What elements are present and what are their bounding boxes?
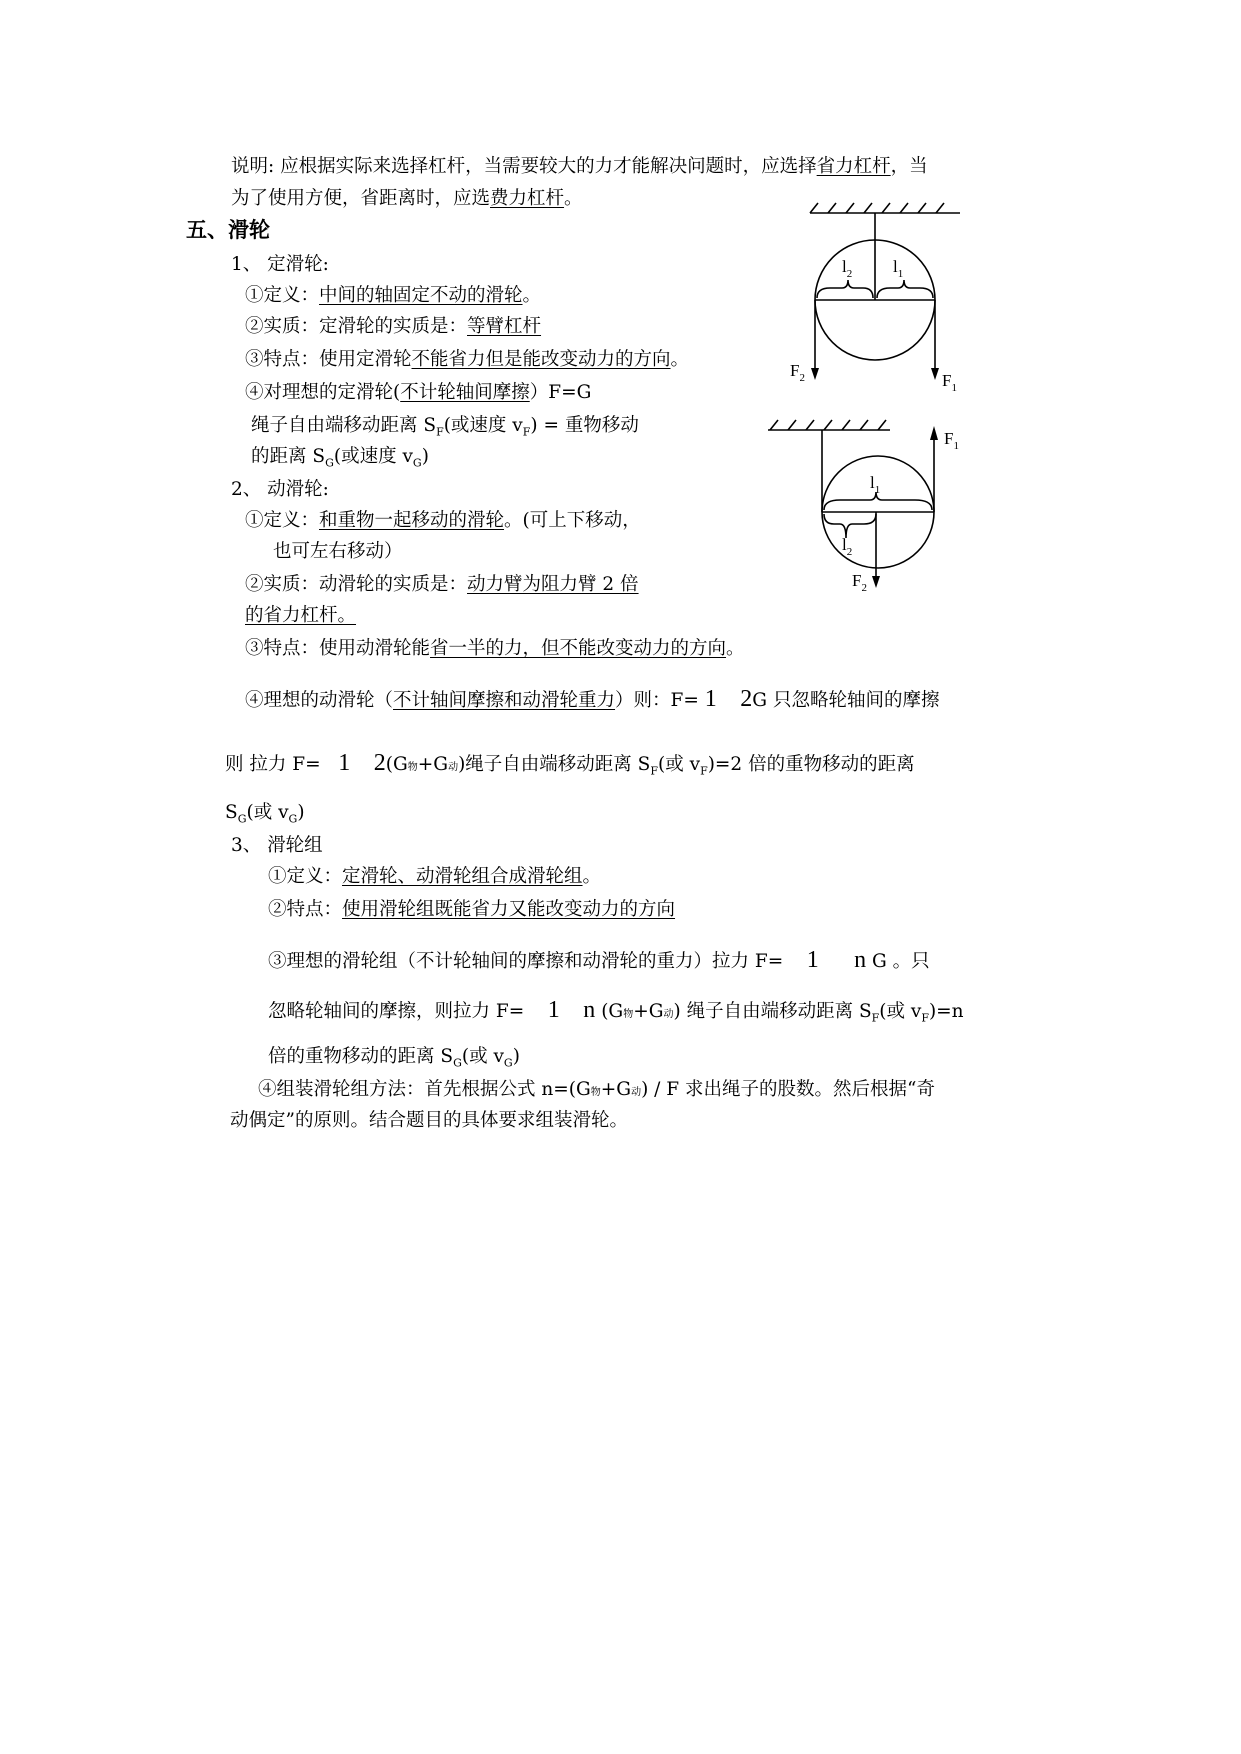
fixed-rope-line-1 xyxy=(251,413,639,446)
subscript: 物 xyxy=(623,1009,634,1020)
label: ①定义： xyxy=(245,285,320,306)
definition-value: 和重物一起移动的滑轮 xyxy=(319,510,505,531)
text: G 。只 xyxy=(871,951,930,972)
label-l1: $l_1$ xyxy=(893,257,904,280)
text: )=2 倍的重物移动的距离 xyxy=(707,754,915,775)
text: (或 v xyxy=(879,1001,922,1022)
subscript: F xyxy=(650,764,658,778)
text: +G xyxy=(417,754,449,775)
pulley-group-assembly xyxy=(258,1077,935,1106)
subscript: G xyxy=(503,1056,513,1070)
subscript: G xyxy=(288,812,298,826)
text: (或 v xyxy=(246,802,289,823)
feature-value: 不能省力但是能改变动力的方向 xyxy=(411,349,671,370)
text: ) = 重物移动 xyxy=(530,415,639,436)
pulley-group-feature xyxy=(268,897,675,923)
text: 的距离 S xyxy=(251,446,326,467)
note-text: 为了使用方便，省距离时，应选 xyxy=(231,188,491,209)
movable-sg-line xyxy=(225,800,305,833)
label-f2: $F_2$ xyxy=(790,361,805,384)
definition-value: 中间的轴固定不动的滑轮 xyxy=(319,285,523,306)
label: ①定义： xyxy=(268,866,343,887)
brace-l2 xyxy=(824,514,876,538)
note-term-lever-costing: 费力杠杆 xyxy=(490,188,565,209)
text: (G xyxy=(601,1001,624,1022)
label: ③特点：使用定滑轮 xyxy=(245,349,412,370)
subscript: 动 xyxy=(631,1087,642,1098)
pulley-group-ignore-line xyxy=(268,997,964,1032)
movable-pulley-diagram xyxy=(760,408,980,608)
essence-value: 等臂杠杆 xyxy=(467,316,542,337)
subscript: G xyxy=(412,456,422,470)
fraction-denominator: n xyxy=(583,997,596,1023)
text: 倍的重物移动的距离 S xyxy=(268,1046,454,1067)
fixed-pulley-essence xyxy=(245,314,541,340)
subscript: F xyxy=(522,425,531,439)
text: S xyxy=(225,802,238,823)
text: 。 xyxy=(582,866,602,887)
fixed-pulley-feature xyxy=(245,347,689,373)
note-text: 说明: 应根据实际来选择杠杆，当需要较大的力才能解决问题时，应选择 xyxy=(231,156,817,177)
subscript: F xyxy=(436,425,444,439)
movable-pulley-title: 2、 动滑轮: xyxy=(231,479,329,500)
label: ①定义： xyxy=(245,510,320,531)
essence-value: 动力臂为阻力臂 2 倍 xyxy=(467,574,639,595)
text: ）F=G xyxy=(529,382,592,403)
fraction-denominator: 2 xyxy=(373,750,386,776)
text: 忽略轮轴间的摩擦，则拉力 F= xyxy=(268,1001,525,1022)
arrow-f1 xyxy=(931,368,939,380)
arrow-f2 xyxy=(811,368,819,380)
fraction-denominator: n xyxy=(854,947,867,973)
text: ④理想的动滑轮（ xyxy=(245,690,394,711)
label-l2: $l_2$ xyxy=(842,257,853,280)
label: ②实质：定滑轮的实质是： xyxy=(245,316,468,337)
note-line-2 xyxy=(231,186,583,212)
text: )绳子自由端移动距离 S xyxy=(458,754,651,775)
text: 则 拉力 F= xyxy=(225,754,321,775)
note-term-lever-saving: 省力杠杆 xyxy=(816,156,891,177)
text: 绳子自由端移动距离 S xyxy=(251,415,437,436)
text: (或速度 v xyxy=(443,415,523,436)
section-title: 五、滑轮 xyxy=(186,217,270,242)
text: ) 绳子自由端移动距离 S xyxy=(673,1001,872,1022)
text: +G xyxy=(633,1001,664,1022)
text: ③理想的滑轮组（不计轮轴间的摩擦和动滑轮的重力）拉力 F= xyxy=(268,951,784,972)
text: G 只忽略轮轴间的摩擦 xyxy=(752,690,940,711)
fixed-rope-line-2 xyxy=(251,444,429,477)
text: (G xyxy=(385,754,408,775)
movable-pulley-ideal xyxy=(245,686,939,714)
pulley-group-definition xyxy=(268,864,601,890)
subscript: 动 xyxy=(663,1009,674,1020)
ceiling-hatch xyxy=(810,203,944,213)
arrow-f2 xyxy=(872,576,880,588)
text: 。 xyxy=(522,285,542,306)
subscript: 动 xyxy=(448,762,459,773)
definition-value: 定滑轮、动滑轮组合成滑轮组 xyxy=(342,866,583,887)
text: (或速度 v xyxy=(333,446,413,467)
subscript: 物 xyxy=(590,1087,601,1098)
text: ④组装滑轮组方法：首先根据公式 n=(G xyxy=(258,1079,591,1100)
text: ）则：F= xyxy=(615,690,699,711)
text: 。 xyxy=(670,349,690,370)
pulley-group-title: 3、 滑轮组 xyxy=(231,835,323,856)
note-text: ，当 xyxy=(890,156,928,177)
fixed-pulley-definition xyxy=(245,283,541,309)
fraction-numerator: 1 xyxy=(806,947,819,973)
label-f2: $F_2$ xyxy=(852,571,867,594)
label: ②特点： xyxy=(268,899,343,920)
fixed-pulley-diagram xyxy=(790,200,990,400)
text: ) / F 求出绳子的股数。然后根据“奇 xyxy=(641,1079,935,1100)
label: ②实质：动滑轮的实质是： xyxy=(245,574,468,595)
feature-value: 省一半的力，但不能改变动力的方向 xyxy=(430,638,727,659)
ideal-condition: 不计轴间摩擦和动滑轮重力 xyxy=(393,690,616,711)
text: ④对理想的定滑轮( xyxy=(245,382,401,403)
ideal-condition: 不计轮轴间摩擦 xyxy=(400,382,530,403)
note-line-1 xyxy=(231,154,928,180)
brace-l2 xyxy=(817,280,873,298)
arrow-f1 xyxy=(930,426,938,440)
fraction-numerator: 1 xyxy=(547,997,560,1023)
text: 。 xyxy=(726,638,745,659)
essence-value: 的省力杠杆。 xyxy=(245,605,357,626)
subscript: G xyxy=(237,812,247,826)
subscript: 物 xyxy=(407,762,418,773)
subscript: F xyxy=(871,1011,880,1025)
fixed-pulley-title: 1、 定滑轮: xyxy=(231,254,329,275)
label-l1: $l_1$ xyxy=(870,473,881,496)
movable-pull-formula xyxy=(225,750,915,785)
brace-l1 xyxy=(877,280,933,298)
subscript: F xyxy=(700,764,708,778)
subscript: F xyxy=(921,1011,929,1025)
text: (或 v xyxy=(461,1046,504,1067)
movable-pulley-definition-cont: 也可左右移动） xyxy=(273,541,403,562)
label-f1: $F_1$ xyxy=(944,429,959,452)
note-text: 。 xyxy=(564,188,583,209)
text: ) xyxy=(512,1046,520,1067)
text: 。(可上下移动， xyxy=(504,510,641,531)
fraction-numerator: 1 xyxy=(338,750,351,776)
text: (或 v xyxy=(658,754,701,775)
movable-pulley-essence xyxy=(245,572,639,598)
movable-pulley-definition xyxy=(245,508,641,534)
movable-pulley-essence-cont xyxy=(245,603,356,629)
subscript: G xyxy=(325,456,334,470)
fraction-denominator: 2 xyxy=(740,686,753,712)
label-f1: $F_1$ xyxy=(942,371,957,394)
feature-value: 使用滑轮组既能省力又能改变动力的方向 xyxy=(342,899,676,920)
text: )=n xyxy=(928,1001,964,1022)
pulley-group-assembly-cont: 动偶定”的原则。结合题目的具体要求组装滑轮。 xyxy=(230,1110,628,1131)
fraction-numerator: 1 xyxy=(704,686,717,712)
text: ) xyxy=(421,446,429,467)
text: +G xyxy=(600,1079,632,1100)
pulley-group-ideal xyxy=(268,947,930,975)
ceiling-hatch xyxy=(770,420,886,430)
fixed-pulley-ideal xyxy=(245,380,591,406)
text: ) xyxy=(297,802,305,823)
pulley-group-distance xyxy=(268,1044,520,1077)
label: ③特点：使用动滑轮能 xyxy=(245,638,431,659)
movable-pulley-feature xyxy=(245,636,745,662)
label-l2: $l_2$ xyxy=(842,535,853,558)
subscript: G xyxy=(453,1056,462,1070)
